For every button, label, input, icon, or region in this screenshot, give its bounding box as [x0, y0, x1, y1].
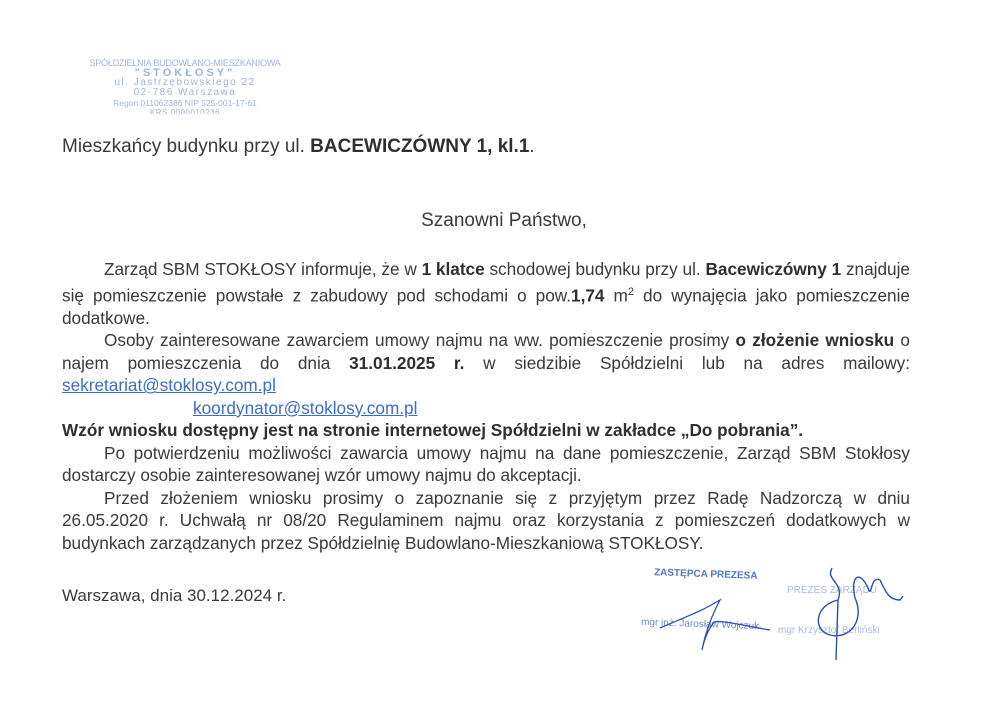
paragraph-form-info — [62, 419, 910, 442]
paragraph-announcement — [62, 258, 910, 329]
signature-name-president: mgr Krzysztof Berliński — [778, 625, 880, 636]
stamp-line-city: 02-786 Warszawa — [133, 87, 237, 98]
recipient-prefix: Mieszkańcy budynku przy ul. — [62, 136, 311, 157]
recipient-suffix: . — [529, 136, 535, 157]
area-unit-exponent: 2 — [627, 285, 634, 298]
email-link-secretariat[interactable]: sekretariat@stoklosy.com.pl — [62, 375, 276, 396]
text: Osoby zainteresowane zawarciem umowy najmu na ww. pomieszczenie prosimy — [104, 330, 736, 351]
email-link-coordinator[interactable]: koordynator@stoklosy.com.pl — [193, 397, 418, 418]
area-unit: m — [604, 285, 628, 306]
recipient-address: BACEWICZÓWNY 1, kl.1 — [310, 136, 530, 157]
email-line-2 — [62, 397, 910, 420]
area-value: 1,74 — [571, 285, 605, 306]
signature-title-deputy: ZASTĘPCA PREZESA — [653, 567, 758, 582]
greeting-text: Szanowni Państwo, — [421, 210, 587, 231]
stamp-line-brand: "STOKŁOSY" — [134, 67, 236, 79]
signature-name-deputy: mgr inż. Jarosław Wojczuk — [640, 616, 760, 633]
signature-title-president: PREZES ZARZĄDU — [787, 585, 878, 596]
form-info-text: Wzór wniosku dostępny jest na stronie internetowej Spółdzielni w zakładce „Do pobrania”. — [62, 420, 804, 441]
text: znajduje się pomieszczenie powstałe z zabudowy pod schodami o pow. — [62, 259, 910, 306]
date-line: Warszawa, dnia 30.12.2024 r. — [62, 586, 287, 605]
paragraph-application — [62, 329, 910, 397]
street-name: Bacewiczówny 1 — [705, 259, 842, 279]
recipient-line — [62, 136, 535, 158]
staircase-number: 1 klatce — [421, 259, 485, 279]
cooperative-stamp — [80, 58, 290, 114]
text: do wynajęcia jako pomieszczenie dodatkowe. — [62, 285, 910, 328]
text: w siedzibie Spółdzielni lub na adres mailowy: — [464, 352, 911, 373]
paragraph-regulations: Przed złożeniem wniosku prosimy o zapoznanie się z przyjętym przez Radę Nadzorczą w dniu 26.05.2020 r. Uchwałą nr 08/20 Regulaminem najmu oraz korzystania z pomieszczeń dodatkowych w budynkach zarządzanych przez Spółdzielnię Budowlano-Mieszkaniową STOKŁOSY. — [62, 487, 910, 553]
paragraph-contract: Po potwierdzeniu możliwości zawarcia umowy najmu na dane pomieszczenie, Zarząd SBM Stokłosy dostarczy osobie zainteresowanej wzór umowy najmu do akceptacji. — [62, 442, 910, 486]
stamp-line-street: ul. Jastrzębowskiego 22 — [114, 77, 256, 88]
signature-scribble-president — [818, 568, 903, 660]
greeting — [0, 210, 1000, 232]
text: o najem pomieszczenia do dnia — [62, 330, 910, 373]
application-request: o złożenie wniosku — [735, 330, 895, 351]
stamp-line-name: SPÓŁDZIELNIA BUDOWLANO-MIESZKANIOWA — [89, 58, 281, 68]
text: schodowej budynku przy ul. — [484, 259, 706, 279]
deadline-date: 31.01.2025 r. — [349, 352, 465, 373]
stamp-line-krs: KRS 0000010236 — [149, 108, 221, 114]
text: Zarząd SBM STOKŁOSY informuje, że w — [104, 259, 422, 279]
stamp-line-ids: Regon 011062386 NIP 525-001-17-61 — [113, 98, 257, 108]
letter-body — [62, 258, 910, 554]
